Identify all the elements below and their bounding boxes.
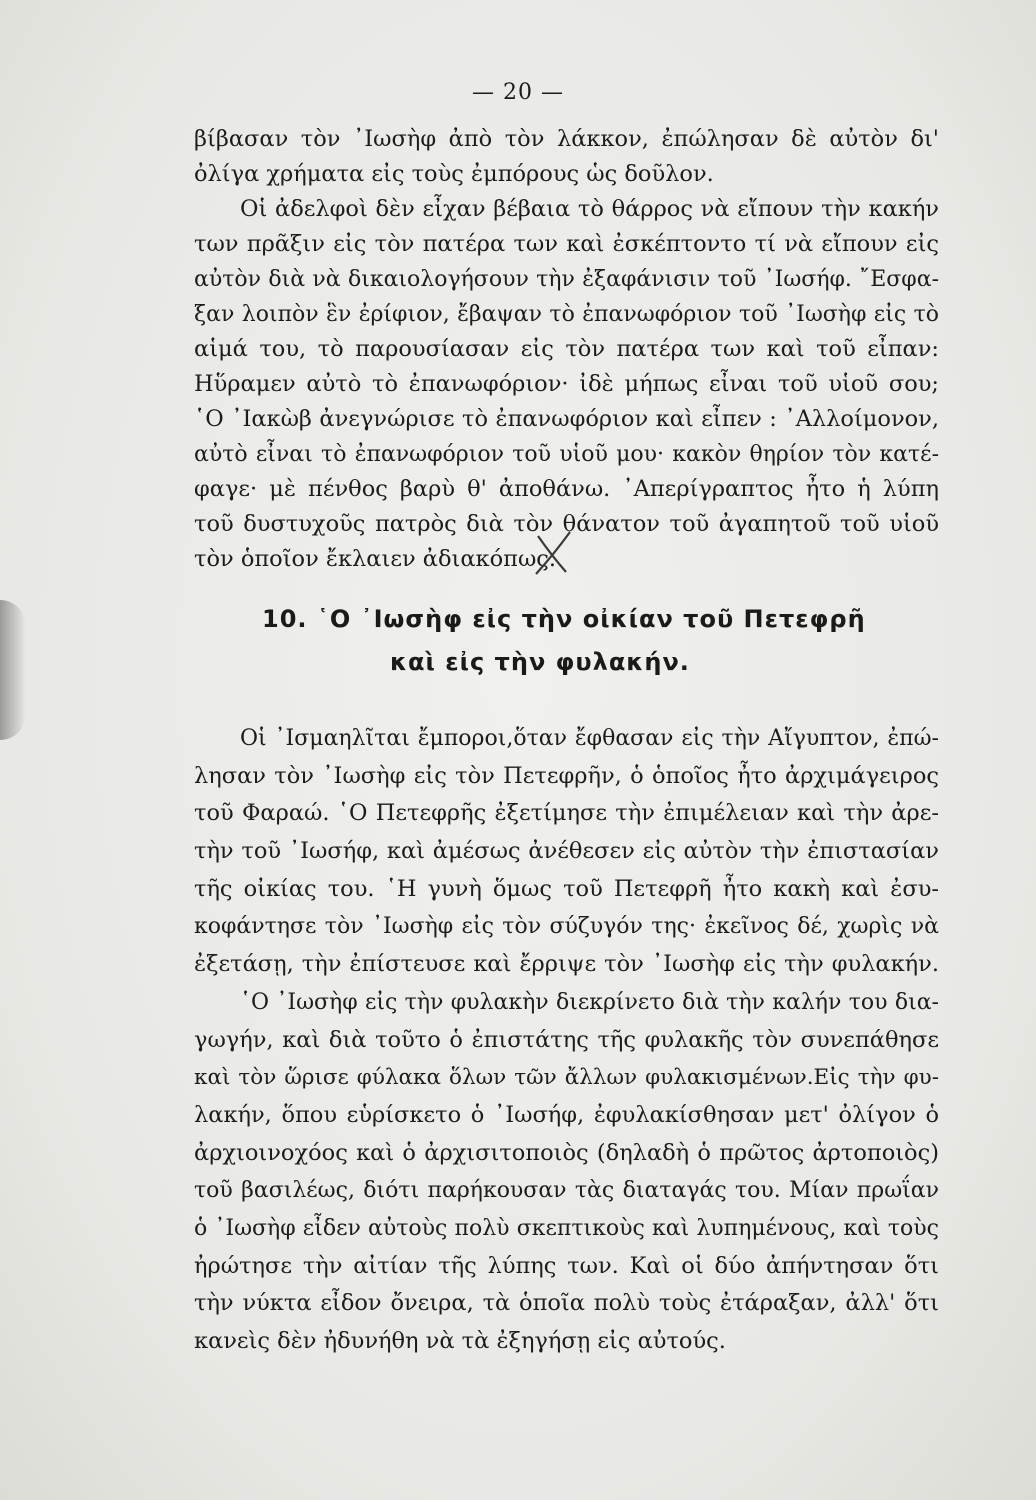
text-line: ἀρχιοινοχόος καὶ ὁ ἀρχισιτοποιὸς (δηλαδὴ ὁ πρῶτος ἀρτοποιὸς)	[194, 1139, 939, 1166]
text-line: αὐτὸ εἶναι τὸ ἐπανωφόριον τοῦ υἱοῦ μου· κακὸν θηρίον τὸν κατέ-	[194, 442, 939, 467]
text-line: ἠρώτησε τὴν αἰτίαν τῆς λύπης των. Καὶ οἱ δύο ἀπήντησαν ὅτι	[194, 1252, 939, 1279]
text-line: κοφάντησε τὸν ᾿Ιωσὴφ εἰς τὸν σύζυγόν της· ἐκεῖνος δέ, χωρὶς νὰ	[194, 914, 939, 940]
page-number: — 20 —	[472, 80, 564, 105]
text-line: Οἱ ἀδελφοὶ δὲν εἶχαν βέβαια τὸ θάρρος νὰ εἴπουν τὴν κακήν	[240, 196, 939, 222]
text-line: Οἱ ᾿Ισμαηλῖται ἔμποροι,ὅταν ἔφθασαν εἰς τὴν Αἴγυπτον, ἐπώ-	[240, 726, 939, 751]
text-line: ξαν λοιπὸν ἓν ἐρίφιον, ἔβαψαν τὸ ἐπανωφόριον τοῦ ᾿Ιωσὴφ εἰς τὸ	[194, 302, 939, 327]
text-line: των πρᾶξιν εἰς τὸν πατέρα των καὶ ἐσκέπτοντο τί νὰ εἴπουν εἰς	[194, 231, 939, 257]
text-line: τὸν ὁποῖον ἔκλαιεν ἀδιακόπως.	[194, 546, 557, 572]
text-line: τὴν τοῦ ᾿Ιωσήφ, καὶ ἀμέσως ἀνέθεσεν εἰς αὐτὸν τὴν ἐπιστασίαν	[194, 838, 939, 865]
text-line: τὴν νύκτα εἶδον ὄνειρα, τὰ ὁποῖα πολὺ τοὺς ἐτάραξαν, ἀλλ' ὅτι	[194, 1290, 939, 1317]
text-line: ῾Ο ᾿Ιακὼβ ἀνεγνώρισε τὸ ἐπανωφόριον καὶ εἶπεν : ᾿Αλλοίμονον,	[194, 406, 939, 432]
text-line: λησαν τὸν ᾿Ιωσὴφ εἰς τὸν Πετεφρῆν, ὁ ὁποῖος ἦτο ἀρχιμάγειρος	[194, 762, 939, 789]
text-line: ὁ ᾿Ιωσὴφ εἶδεν αὐτοὺς πολὺ σκεπτικοὺς καὶ λυπημένους, καὶ τοὺς	[194, 1215, 939, 1241]
text-line: ὀλίγα χρήματα εἰς τοὺς ἐμπόρους ὡς δοῦλον.	[194, 161, 714, 187]
text-line: τοῦ Φαραώ. ῾Ο Πετεφρῆς ἐξετίμησε τὴν ἐπιμέλειαν καὶ τὴν ἀρε-	[194, 800, 939, 827]
text-line: βίβασαν τὸν ᾿Ιωσὴφ ἀπὸ τὸν λάκκον, ἐπώλησαν δὲ αὐτὸν δι'	[194, 126, 939, 152]
text-line: φαγε· μὲ πένθος βαρὺ θ' ἀποθάνω. ᾿Απερίγραπτος ἦτο ἡ λύπη	[194, 476, 939, 502]
text-line: ῾Ο ᾿Ιωσὴφ εἰς τὴν φυλακὴν διεκρίνετο διὰ τὴν καλήν του δια-	[240, 989, 939, 1015]
handwritten-x-mark	[532, 528, 576, 578]
text-line: τοῦ δυστυχοῦς πατρὸς διὰ τὸν θάνατον τοῦ ἀγαπητοῦ τοῦ υἱοῦ	[194, 511, 939, 537]
text-line: τοῦ βασιλέως, διότι παρήκουσαν τὰς διαταγάς του. Μίαν πρωΐαν	[194, 1178, 939, 1204]
text-line: καὶ τὸν ὥρισε φύλακα ὅλων τῶν ἄλλων φυλακισμένων.Εἰς τὴν φυ-	[194, 1065, 939, 1091]
paragraph-block-2	[194, 720, 939, 1361]
text-line: τῆς οἰκίας του. ῾Η γυνὴ ὅμως τοῦ Πετεφρῆ ἦτο κακὴ καὶ ἐσυ-	[194, 875, 939, 902]
text-line: κανεὶς δὲν ἠδυνήθη νὰ τὰ ἐξηγήσῃ εἰς αὐτούς.	[194, 1328, 726, 1354]
section-heading: 10. ῾Ο ᾿Ιωσὴφ εἰς τὴν οἰκίαν τοῦ Πετεφρῆ	[262, 605, 866, 633]
text-line: γωγήν, καὶ διὰ τοῦτο ὁ ἐπιστάτης τῆς φυλακῆς τὸν συνεπάθησε	[194, 1026, 939, 1053]
text-line: ἐξετάσῃ, τὴν ἐπίστευσε καὶ ἔρριψε τὸν ᾿Ιωσὴφ εἰς τὴν φυλακήν.	[194, 951, 939, 978]
text-line: λακήν, ὅπου εὑρίσκετο ὁ ᾿Ιωσήφ, ἐφυλακίσθησαν μετ' ὀλίγον ὁ	[194, 1101, 939, 1128]
section-heading-continued: καὶ εἰς τὴν φυλακήν.	[390, 648, 690, 676]
text-line: αἱμά του, τὸ παρουσίασαν εἰς τὸν πατέρα των καὶ τοῦ εἶπαν:	[194, 336, 939, 362]
text-line: Ηὕραμεν αὐτὸ τὸ ἐπανωφόριον· ἰδὲ μήπως εἶναι τοῦ υἱοῦ σου;	[194, 371, 939, 397]
binding-shadow	[0, 600, 26, 740]
paragraph-block-1	[194, 122, 939, 577]
text-line: αὐτὸν διὰ νὰ δικαιολογήσουν τὴν ἐξαφάνισιν τοῦ ᾿Ιωσήφ. ῎Εσφα-	[194, 267, 939, 292]
